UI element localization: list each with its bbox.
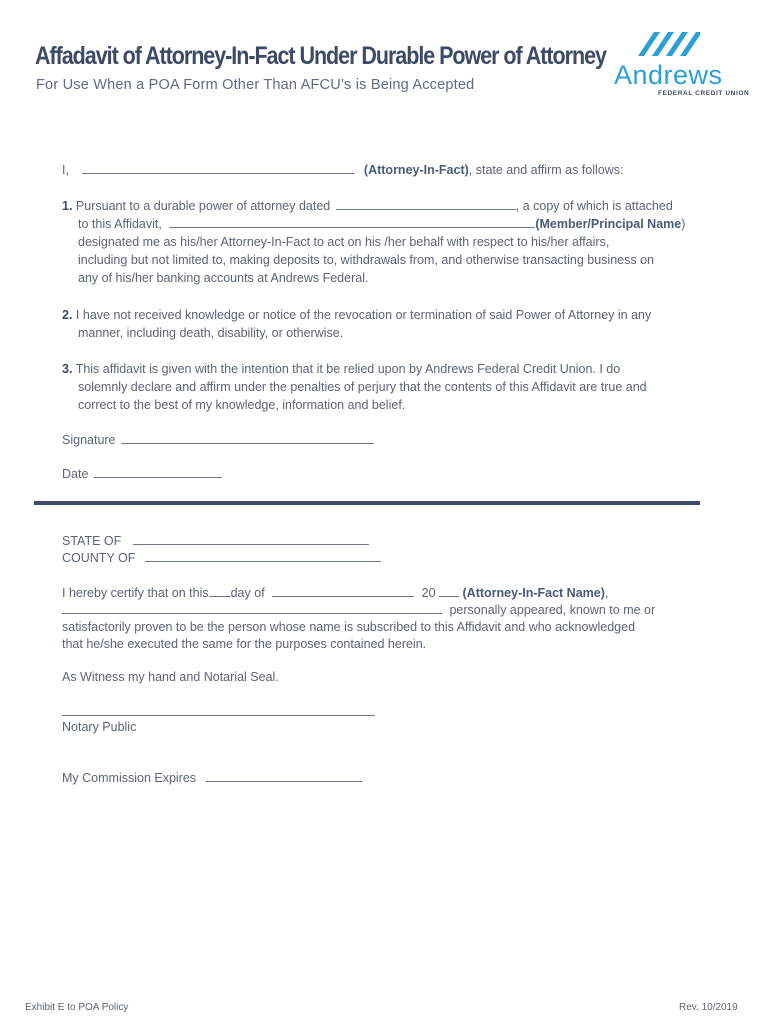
- certify-day-field[interactable]: [209, 584, 231, 597]
- item1-number: 1.: [62, 199, 73, 213]
- poa-date-field[interactable]: [336, 197, 516, 210]
- andrews-logo: [614, 30, 750, 102]
- intro-suffix: , state and affirm as follows:: [468, 163, 624, 177]
- commission-label: My Commission Expires: [62, 771, 197, 785]
- certify-year-field[interactable]: [439, 584, 459, 597]
- notary-signature-field[interactable]: [62, 715, 375, 716]
- item1-line3: designated me as his/her Attorney-In-Fact to act on his /her behalf with respect to his/her affairs,: [78, 235, 610, 249]
- intro-prefix: I,: [62, 163, 69, 177]
- item2-line2: manner, including death, disability, or otherwise.: [78, 326, 344, 340]
- certify-line2: [62, 601, 655, 619]
- member-role: (Member/Principal Name: [535, 217, 682, 231]
- item1-text: to this Affidavit,: [78, 217, 162, 231]
- item3-number: 3.: [62, 362, 73, 376]
- intro-role: (Attorney-In-Fact): [363, 163, 469, 177]
- date-field[interactable]: [94, 465, 222, 478]
- certify-text: personally appeared, known to me or: [449, 603, 656, 617]
- intro-line: [62, 161, 623, 179]
- item1-line1: [62, 197, 673, 215]
- item1-text: Pursuant to a durable power of attorney dated: [75, 199, 331, 213]
- item3-text: This affidavit is given with the intention that it be relied upon by Andrews Federal Credit Union. I do: [75, 362, 621, 376]
- state-row: [62, 532, 369, 550]
- footer-revision: Rev. 10/2019: [679, 1002, 738, 1013]
- page-title: Affadavit of Attorney-In-Fact Under Durable Power of Attorney: [35, 42, 606, 70]
- item1-text: , a copy of which is attached: [515, 199, 673, 213]
- commission-row: [62, 769, 362, 787]
- member-name-field[interactable]: [169, 215, 535, 228]
- item3-line1: [62, 360, 620, 378]
- page-subtitle: For Use When a POA Form Other Than AFCU’s is Being Accepted: [36, 77, 475, 93]
- certify-text: I hereby certify that on this: [62, 586, 209, 600]
- certify-role: (Attorney-In-Fact Name): [462, 586, 605, 600]
- witness-line: As Witness my hand and Notarial Seal.: [62, 670, 279, 684]
- certify-line1: [62, 584, 608, 602]
- signature-label: Signature: [62, 433, 116, 447]
- logo-wordmark: Andrews: [614, 60, 723, 90]
- date-label: Date: [62, 467, 89, 481]
- notary-public-label: Notary Public: [62, 720, 137, 734]
- state-label: STATE OF: [62, 534, 122, 548]
- item1-text: ): [681, 217, 686, 231]
- county-row: [62, 549, 381, 567]
- commission-field[interactable]: [206, 769, 362, 782]
- county-field[interactable]: [145, 549, 381, 562]
- section-divider: [34, 501, 700, 505]
- signature-row: [62, 431, 374, 449]
- certify-name-field[interactable]: [62, 601, 442, 614]
- item2-line1: [62, 306, 651, 324]
- certify-text: ,: [604, 586, 609, 600]
- logo-subtitle: FEDERAL CREDIT UNION: [658, 90, 750, 97]
- footer-exhibit: Exhibit E to POA Policy: [25, 1002, 129, 1013]
- item2-text: I have not received knowledge or notice of the revocation or termination of said Power of Attorney in any: [75, 308, 652, 322]
- item3-line3: correct to the best of my knowledge, information and belief.: [78, 398, 406, 412]
- logo-stripes-icon: [636, 30, 700, 60]
- date-row: [62, 465, 222, 483]
- item2-number: 2.: [62, 308, 73, 322]
- certify-text: day of: [230, 586, 265, 600]
- certify-month-field[interactable]: [272, 584, 414, 597]
- item1-line4: including but not limited to, making deposits to, withdrawals from, and otherwise transacting business on: [78, 253, 654, 267]
- certify-line3: satisfactorily proven to be the person whose name is subscribed to this Affidavit and who acknowledged: [62, 620, 636, 634]
- item1-line5: any of his/her banking accounts at Andrews Federal.: [78, 271, 369, 285]
- signature-field[interactable]: [121, 431, 374, 444]
- certify-line4: that he/she executed the same for the purposes contained herein.: [62, 637, 427, 651]
- county-label: COUNTY OF: [62, 551, 136, 565]
- attorney-name-field[interactable]: [82, 161, 354, 174]
- state-field[interactable]: [133, 532, 369, 545]
- certify-year-prefix: 20: [421, 586, 436, 600]
- item3-line2: solemnly declare and affirm under the penalties of perjury that the contents of this Affidavit are true and: [78, 380, 647, 394]
- item1-line2: [78, 215, 685, 233]
